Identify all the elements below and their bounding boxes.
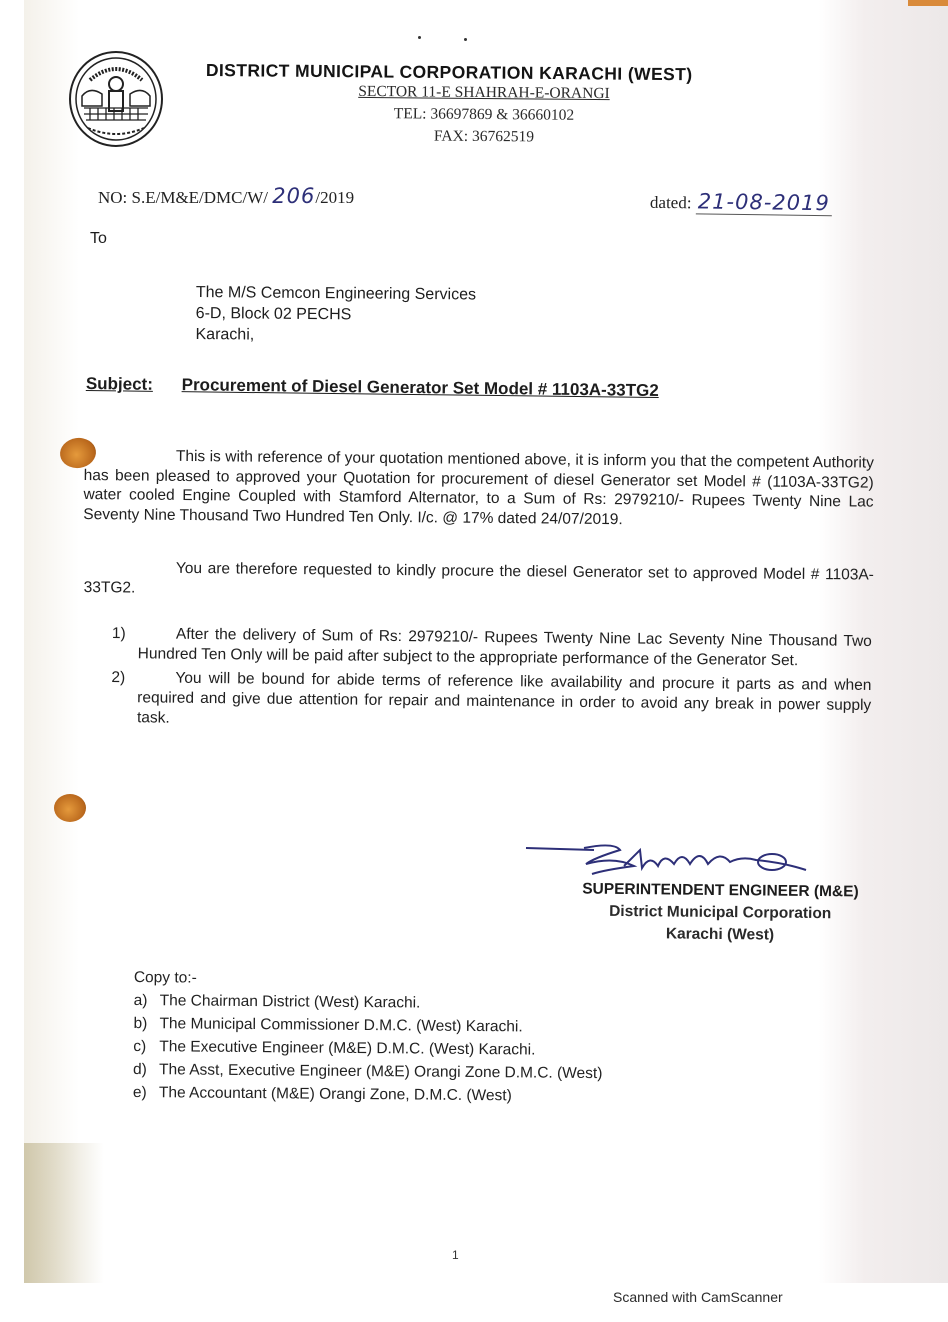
signatory-location: Karachi (West) — [665, 925, 775, 944]
condition-number: 2) — [111, 668, 126, 687]
municipal-seal-icon — [68, 50, 164, 148]
punch-hole-mark — [54, 794, 86, 822]
reference-prefix: NO: S.E/M&E/DMC/W/ — [98, 188, 269, 207]
copy-to-item — [133, 1081, 603, 1108]
reference-number — [98, 184, 354, 208]
speck — [464, 38, 467, 41]
copy-to-section — [133, 966, 604, 1108]
recipient-line: The M/S Cemcon Engineering Services — [195, 283, 477, 304]
speck — [418, 36, 421, 39]
copy-to-text: The Municipal Commissioner D.M.C. (West) Karachi. — [159, 1015, 523, 1036]
copy-to-text: The Executive Engineer (M&E) D.M.C. (West) Karachi. — [159, 1038, 536, 1059]
reference-number-handwritten: 206 — [272, 184, 316, 208]
body-paragraph-2-text: You are therefore requested to kindly procure the diesel Generator set to approved Model # 1103A-33TG2. — [83, 559, 874, 596]
copy-to-label: Copy to:- — [133, 968, 197, 987]
signatory-block — [582, 879, 859, 948]
letter-date — [650, 189, 832, 216]
page-mark: 1 — [452, 1248, 459, 1262]
condition-item — [112, 624, 872, 672]
recipient-line: Karachi, — [195, 325, 255, 344]
condition-number: 1) — [111, 624, 126, 643]
organization-telephone: TEL: 36697869 & 36660102 — [393, 105, 575, 124]
scanner-watermark: Scanned with CamScanner — [613, 1289, 783, 1305]
organization-fax: FAX: 36762519 — [433, 127, 535, 146]
copy-to-key: e) — [132, 1083, 147, 1102]
copy-to-key: a) — [133, 991, 148, 1010]
organization-address: SECTOR 11-E SHAHRAH-E-ORANGI — [358, 82, 610, 103]
body-paragraph-1 — [83, 446, 874, 532]
conditions-list — [111, 624, 872, 740]
signatory-title: SUPERINTENDENT ENGINEER (M&E) — [582, 880, 859, 901]
subject-text: Procurement of Diesel Generator Set Model # 1103A-33TG2 — [181, 375, 659, 400]
copy-to-key: c) — [133, 1037, 147, 1056]
copy-to-text: The Accountant (M&E) Orangi Zone, D.M.C. (West) — [158, 1084, 512, 1105]
page-edge-strip — [908, 0, 948, 6]
condition-text: You will be bound for abide terms of reference like availability and procure it parts as and when required and give due attention for repair and maintenance in order to avoid any break in power supply task. — [136, 669, 872, 727]
condition-item — [111, 668, 872, 736]
subject-line — [86, 374, 659, 401]
copy-to-key: d) — [133, 1060, 147, 1079]
reference-suffix: /2019 — [315, 188, 355, 207]
condition-text: After the delivery of Sum of Rs: 2979210/- Rupees Twenty Nine Lac Seventy Nine Thousand Two Hundred Ten Only will be paid after subject to the appropriate performance of the Generator Set. — [137, 625, 872, 670]
date-handwritten: 21-08-2019 — [696, 189, 832, 216]
signature-icon — [524, 836, 824, 886]
copy-to-text: The Chairman District (West) Karachi. — [159, 992, 421, 1012]
to-label: To — [90, 230, 107, 247]
body-paragraph-1-text: This is with reference of your quotation mentioned above, it is inform you that the competent Authority has been pleased to approved your Quotation for procurement of diesel Generator set Model # (1103A-33TG2) water cooled Engine Coupled with Stamford Alternator, to a Sum of Rs: 2979210/- Rupees Twenty Nine Lac Seventy Nine Thousand Two Hundred Ten Only. I/c. @ 17% dated 24/07/2019. — [83, 447, 874, 528]
body-paragraph-2 — [84, 558, 874, 605]
organization-name: DISTRICT MUNICIPAL CORPORATION KARACHI (WEST) — [205, 60, 693, 85]
recipient-line: 6-D, Block 02 PECHS — [195, 304, 352, 324]
signatory-organization: District Municipal Corporation — [609, 902, 832, 923]
copy-to-text: The Asst, Executive Engineer (M&E) Orangi Zone D.M.C. (West) — [159, 1061, 603, 1083]
subject-label: Subject: — [85, 374, 154, 394]
copy-to-key: b) — [133, 1014, 148, 1033]
dated-label: dated: — [649, 192, 692, 213]
scanned-page — [24, 0, 948, 1283]
recipient-address — [195, 282, 476, 347]
